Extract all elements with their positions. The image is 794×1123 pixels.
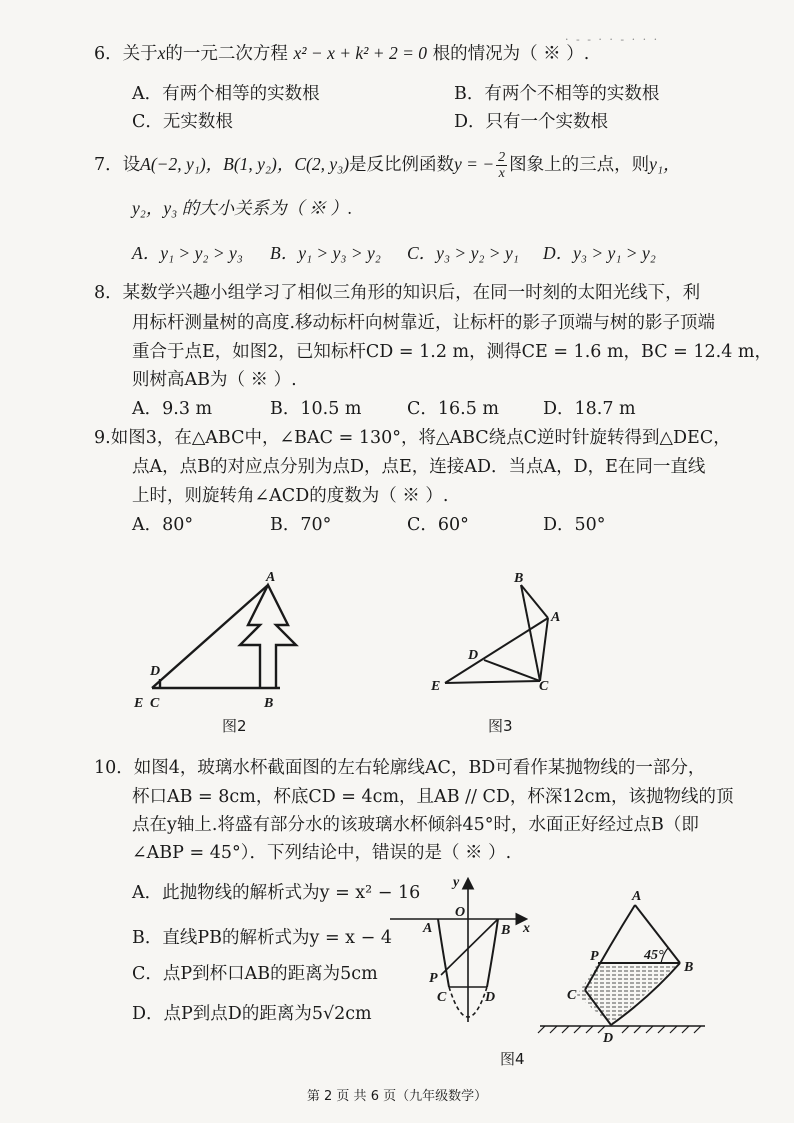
- q9-option-d: D．50°: [543, 515, 606, 535]
- q6-stem: 6．关于x的一元二次方程 x² − x + k² + 2 = 0 根的情况为（ ※ ）.: [94, 43, 590, 64]
- fig2-label-e: E: [134, 696, 144, 711]
- q10-stem-line2: 杯口AB = 8cm，杯底CD = 4cm，且AB // CD，杯深12cm，该抛物线的顶: [132, 787, 734, 807]
- fig4-label-a: A: [423, 921, 433, 936]
- q7-fraction: $\frac{2}{x}$: [498, 150, 506, 181]
- segment-dc: [484, 660, 540, 681]
- fig4-label-p: P: [429, 971, 438, 986]
- fig3-label-e: E: [431, 679, 441, 694]
- segment-ac: [540, 618, 548, 681]
- fig4-label-o: O: [455, 905, 466, 920]
- q8-option-c: C．16.5 m: [407, 399, 500, 419]
- q9-option-c: C．60°: [407, 515, 469, 535]
- q10-option-d: D．点P到点D的距离为5√2cm: [132, 1004, 372, 1024]
- fig2-label-b: B: [264, 696, 274, 711]
- q9-stem-line3: 上时，则旋转角∠ACD的度数为（ ※ ）.: [132, 486, 449, 506]
- fig3-label-b: B: [514, 571, 524, 586]
- figure-4-caption: 图4: [500, 1050, 525, 1068]
- q8-stem-line3: 重合于点E，如图2，已知标杆CD = 1.2 m，测得CE = 1.6 m，BC = 12.4 m，: [132, 342, 773, 362]
- figure-3-caption: 图3: [488, 717, 513, 735]
- figure-2-caption: 图2: [222, 717, 247, 735]
- q10-stem-line3: 点在y轴上.将盛有部分水的该玻璃水杯倾斜45°时，水面正好经过点B（即: [132, 815, 699, 835]
- q7-option-c: C．y₃ > y₂ > y₁: [407, 243, 519, 263]
- q8-stem-line1: 8．某数学兴趣小组学习了相似三角形的知识后，在同一时刻的太阳光线下，利: [94, 283, 701, 303]
- q8-option-a: A．9.3 m: [132, 399, 213, 419]
- q6-equation: x² − x + k² + 2 = 0: [293, 43, 428, 63]
- figure-4-parabola-diagram: [385, 872, 545, 1032]
- q7-stem-line2: y₂，y₃ 的大小关系为（ ※ ）.: [132, 198, 353, 218]
- q8-stem-line4: 则树高AB为（ ※ ）.: [132, 370, 297, 390]
- figure-3-rotation-diagram: [420, 565, 590, 705]
- q7-option-a: A．y₁ > y₂ > y₃: [132, 243, 243, 263]
- fig4-label-c: C: [437, 990, 447, 1005]
- q8-stem-line2: 用标杆测量树的高度.移动标杆向树靠近，让标杆的影子顶端与树的影子顶端: [132, 313, 716, 333]
- page-edge-marks: · - - · · - · · ·: [565, 33, 660, 46]
- page-footer: 第 2 页 共 6 页（九年级数学）: [306, 1089, 488, 1104]
- fig3-label-a: A: [551, 610, 561, 625]
- q10-option-b: B．直线PB的解析式为y = x − 4: [132, 928, 392, 948]
- figure-2-tree-diagram: [120, 565, 320, 715]
- parabola-left-arm: [438, 919, 449, 987]
- fig4-label-b: B: [501, 923, 511, 938]
- q9-stem-line2: 点A，点B的对应点分别为点D，点E，连接AD．当点A，D，E在同一直线: [132, 457, 706, 477]
- fig3-label-c: C: [539, 679, 549, 694]
- q7-stem: 7．设A(−2, y₁)，B(1, y₂)，C(2, y₃)是反比例函数y = − $\frac{2}{x}$ 图象上的三点，则y₁，: [94, 150, 681, 181]
- fig2-label-d: D: [150, 664, 161, 679]
- fig4r-label-angle: 45°: [644, 948, 664, 963]
- segment-ec: [445, 681, 540, 683]
- q8-option-b: B．10.5 m: [270, 399, 362, 419]
- q6-option-b: B．有两个不相等的实数根: [454, 84, 660, 104]
- figure-4-tilted-glass-diagram: [535, 885, 715, 1045]
- segment-ea: [445, 618, 548, 683]
- q10-stem-line4: ∠ABP = 45°）．下列结论中，错误的是（ ※ ）.: [132, 843, 512, 863]
- fig4r-label-b: B: [684, 960, 694, 975]
- q9-stem-line1: 9.如图3，在△ABC中，∠BAC = 130°，将△ABC绕点C逆时针旋转得到△DEC，: [94, 428, 731, 448]
- q7-option-b: B．y₁ > y₃ > y₂: [270, 243, 381, 263]
- fig2-label-a: A: [266, 570, 276, 585]
- fig4r-label-d: D: [603, 1031, 614, 1045]
- table-hatching: [538, 1026, 701, 1033]
- fig4r-label-a: A: [632, 889, 642, 904]
- q9-option-b: B．70°: [270, 515, 332, 535]
- fig4r-label-c: C: [567, 988, 577, 1003]
- q6-option-d: D．只有一个实数根: [454, 112, 609, 132]
- fig3-label-d: D: [468, 648, 479, 663]
- fig4-label-y: y: [453, 875, 460, 890]
- q7-option-d: D．y₃ > y₁ > y₂: [543, 243, 656, 263]
- q6-option-c: C．无实数根: [132, 112, 233, 132]
- q10-stem-line1: 10．如图4，玻璃水杯截面图的左右轮廓线AC，BD可看作某抛物线的一部分，: [94, 758, 706, 778]
- q10-option-c: C．点P到杯口AB的距离为5cm: [132, 964, 378, 984]
- q10-option-a: A．此抛物线的解析式为y = x² − 16: [132, 883, 421, 903]
- fig4-label-d: D: [485, 990, 496, 1005]
- fig4r-label-p: P: [590, 949, 599, 964]
- q8-option-d: D．18.7 m: [543, 399, 636, 419]
- tree-outline: [240, 585, 296, 688]
- water-region: [577, 963, 680, 1025]
- fig4-label-x: x: [523, 921, 530, 936]
- q6-option-a: A．有两个相等的实数根: [132, 84, 320, 104]
- segment-pb: [441, 919, 498, 975]
- q9-option-a: A．80°: [132, 515, 194, 535]
- sun-ray-line: [152, 585, 268, 688]
- fig2-label-c: C: [150, 696, 160, 711]
